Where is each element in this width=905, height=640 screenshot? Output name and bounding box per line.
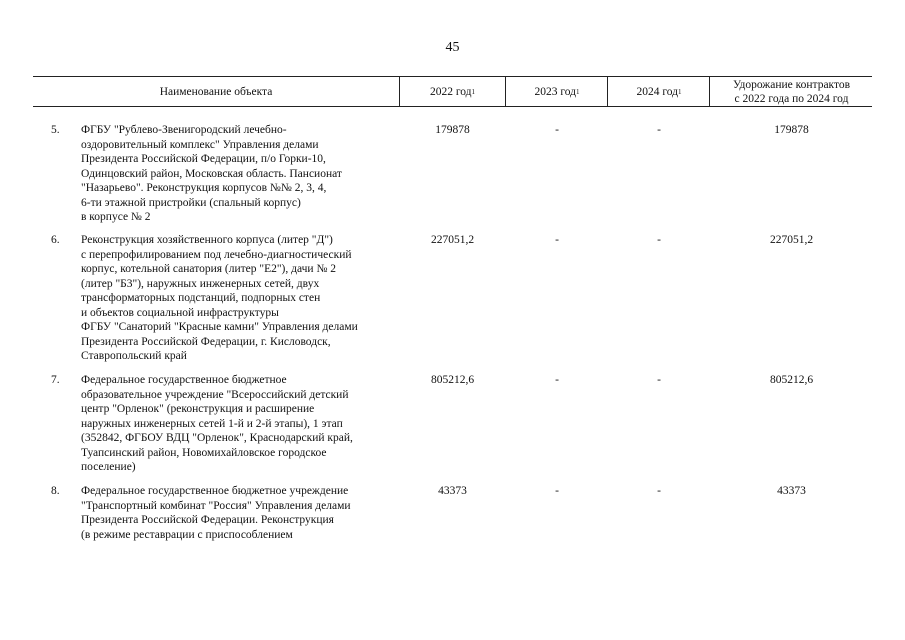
value-2023: - <box>555 374 559 386</box>
value-2022: 227051,2 <box>430 234 475 246</box>
column-header-2023: 2023 год 1 <box>534 85 580 98</box>
value-2022: 43373 <box>438 485 467 497</box>
value-2022: 179878 <box>435 124 470 136</box>
value-2022: 805212,6 <box>430 374 475 386</box>
column-header-increase <box>711 76 872 107</box>
object-name: ФГБУ "Рублево-Звенигородский лечебно- оздоровительный комплекс" Управления делами Президента Российской Федерации, п/о Горки-10, Одинцовский район, Московская область. Пансионат "Назарьево". Реконструкция корпусов №№ 2, 3, 4, 6-ти этажной пристройки (спальный корпус) в корпусе № 2 <box>81 124 342 223</box>
value-2024: - <box>657 485 661 497</box>
value-increase: 227051,2 <box>769 234 814 246</box>
row-number: 8. <box>51 485 60 497</box>
column-header-name-label: Наименование объекта <box>159 85 273 98</box>
column-header-2022: 2022 год 1 <box>429 85 476 98</box>
column-header-increase-line2: с 2022 года по 2024 год <box>734 92 849 105</box>
page-number: 45 <box>445 40 460 55</box>
row-number: 6. <box>51 234 60 246</box>
value-2023: - <box>555 124 559 136</box>
value-2024: - <box>657 124 661 136</box>
object-name: Федеральное государственное бюджетное учреждение "Транспортный комбинат "Россия" Управления делами Президента Российской Федерации. Реконструкция (в режиме реставрации с приспособлением <box>81 485 351 541</box>
column-header-2022-label: 2022 год <box>429 85 472 98</box>
column-header-2024: 2024 год 1 <box>636 85 682 98</box>
column-divider <box>505 76 506 107</box>
value-2023: - <box>555 485 559 497</box>
object-name: Федеральное государственное бюджетное образовательное учреждение "Всероссийский детский центр "Орленок" (реконструкция и расширение наружных инженерных сетей 1-й и 2-й этапы), 1 этап (352842, ФГБОУ ВДЦ "Орленок", Краснодарский край, Туапсинский район, Новомихайловское городское поселение) <box>81 374 353 473</box>
row-number: 5. <box>51 124 60 136</box>
column-divider <box>607 76 608 107</box>
column-header-2024-label: 2024 год <box>636 85 679 98</box>
value-increase: 179878 <box>774 124 809 136</box>
value-2024: - <box>657 234 661 246</box>
value-2023: - <box>555 234 559 246</box>
column-header-name <box>33 76 399 107</box>
value-increase: 805212,6 <box>769 374 814 386</box>
row-number: 7. <box>51 374 60 386</box>
value-2024: - <box>657 374 661 386</box>
column-divider <box>709 76 710 107</box>
column-header-2023-label: 2023 год <box>534 85 577 98</box>
column-header-increase-line1: Удорожание контрактов <box>732 78 851 91</box>
value-increase: 43373 <box>777 485 806 497</box>
object-name: Реконструкция хозяйственного корпуса (литер "Д") с перепрофилированием под лечебно-диагностический корпус, котельной санатория (литер "Е2"), дачи № 2 (литер "Б3"), наружных инженерных сетей, двух трансформаторных подстанций, подпорных стен и объектов социальной инфраструктуры ФГБУ "Санаторий "Красные камни" Управления делами Президента Российской Федерации, г. Кисловодск, Ставропольский край <box>81 234 358 362</box>
